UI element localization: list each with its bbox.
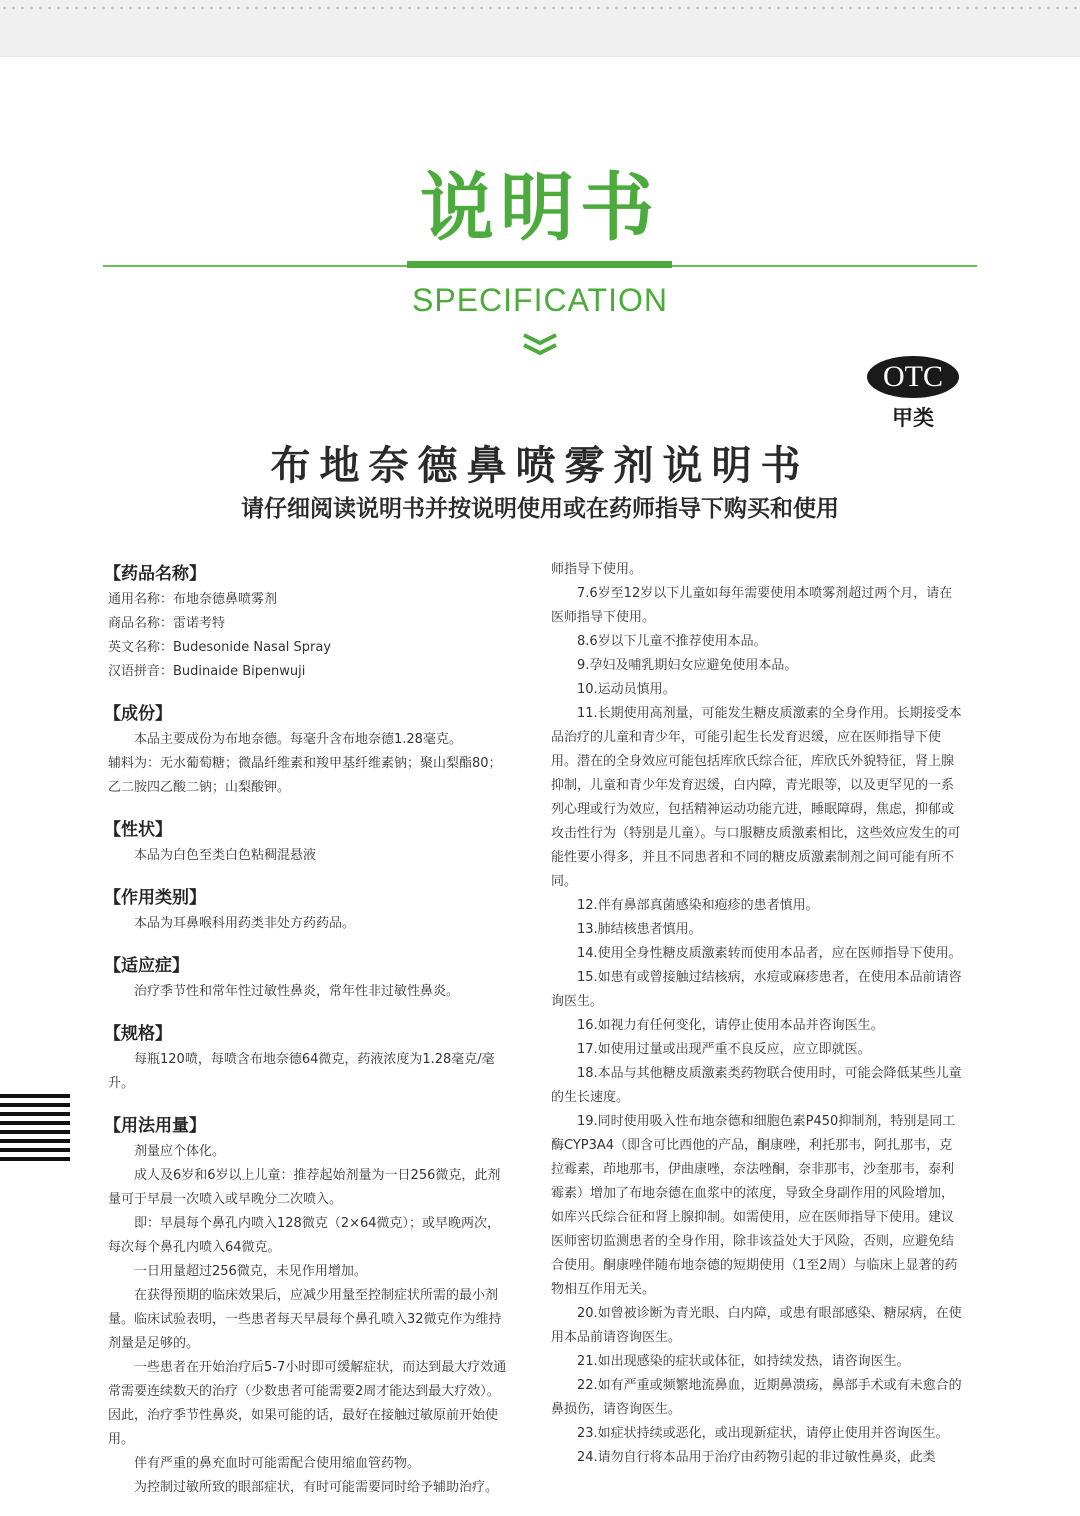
paragraph: 在获得预期的临床效果后，应减少用量至控制症状所需的最小剂量。临床试验表明，一些患者每天早晨每个鼻孔喷入32微克作为维持剂量是足够的。 <box>108 1288 502 1351</box>
section-title: 【作用类别】 <box>104 888 206 908</box>
paragraph: 成人及6岁和6岁以上儿童：推荐起始剂量为一日256微克，此剂量可于早晨一次喷入或早晚分二次喷入。 <box>108 1168 501 1207</box>
paragraph: 17.如使用过量或出现严重不良反应，应立即就医。 <box>577 1042 871 1057</box>
paragraph: 本品为耳鼻喉科用药类非处方药药品。 <box>134 916 356 931</box>
paragraph: 23.如症状持续或恶化，或出现新症状，请停止使用并咨询医生。 <box>577 1426 949 1441</box>
trade-name: 商品名称：雷诺考特 <box>108 616 226 631</box>
paragraph: 一些患者在开始治疗后5-7小时即可缓解症状，而达到最大疗效通常需要连续数天的治疗（少数患者可能需要2周才能达到最大疗效）。因此，治疗季节性鼻炎，如果可能的话，最好在接触过敏原前开始使用。 <box>108 1360 507 1447</box>
paragraph: 14.使用全身性糖皮质激素转而使用本品者，应在医师指导下使用。 <box>577 946 962 961</box>
paragraph: 伴有严重的鼻充血时可能需配合使用缩血管药物。 <box>134 1456 421 1471</box>
pinyin-name: 汉语拼音：Budinaide Bipenwuji <box>108 664 306 679</box>
perforation-dots <box>0 6 1080 10</box>
paragraph: 10.运动员慎用。 <box>577 682 676 697</box>
paragraph: 18.本品与其他糖皮质激素类药物联合使用时，可能会降低某些儿童的生长速度。 <box>551 1066 962 1105</box>
paragraph: 每瓶120喷，每喷含布地奈德64微克，药液浓度为1.28毫克/毫升。 <box>108 1052 495 1091</box>
section-title: 【用法用量】 <box>104 1116 206 1136</box>
paragraph: 20.如曾被诊断为青光眼、白内障，或患有眼部感染、糖尿病，在使用本品前请咨询医生。 <box>551 1306 962 1345</box>
section-category <box>104 884 508 936</box>
paragraph: 21.如出现感染的症状或体征，如持续发热，请咨询医生。 <box>577 1354 910 1369</box>
section-title: 【药品名称】 <box>104 564 206 584</box>
section-title: 【成份】 <box>104 704 172 724</box>
paragraph: 本品主要成份为布地奈德。每毫升含布地奈德1.28毫克。 <box>134 732 462 747</box>
paragraph: 本品为白色至类白色粘稠混悬液 <box>134 848 317 863</box>
paragraph: 24.请勿自行将本品用于治疗由药物引起的非过敏性鼻炎，此类 <box>577 1450 936 1465</box>
document-title: 布地奈德鼻喷雾剂说明书 <box>270 443 810 489</box>
paragraph: 8.6岁以下儿童不推荐使用本品。 <box>577 634 767 649</box>
document-subtitle: 请仔细阅读说明书并按说明使用或在药师指导下购买和使用 <box>241 496 839 522</box>
section-indications <box>104 952 508 1004</box>
paragraph: 剂量应个体化。 <box>134 1144 226 1159</box>
paragraph: 13.肺结核患者慎用。 <box>577 922 702 937</box>
barcode-mark <box>0 1094 70 1166</box>
paragraph: 16.如视力有任何变化，请停止使用本品并咨询医生。 <box>577 1018 884 1033</box>
generic-name: 通用名称：布地奈德鼻喷雾剂 <box>108 592 278 607</box>
paragraph: 11.长期使用高剂量，可能发生糖皮质激素的全身作用。长期接受本品治疗的儿童和青少年，可能引起生长发育迟缓，应在医师指导下使用。潜在的全身效应可能包括库欣氏综合征，库欣氏外貌特征，肾上腺抑制，儿童和青少年发育迟缓，白内障，青光眼等，以及更罕见的一系列心理或行为效应，包括精神运动功能亢进，睡眠障碍，焦虑，抑郁或攻击性行为（特别是儿童）。与口服糖皮质激素相比，这些效应发生的可能性要小得多，并且不同患者和不同的糖皮质激素制剂之间可能有所不同。 <box>551 706 962 889</box>
paragraph: 15.如患有或曾接触过结核病，水痘或麻疹患者，在使用本品前请咨询医生。 <box>551 970 962 1009</box>
english-name: 英文名称：Budesonide Nasal Spray <box>108 640 332 655</box>
otc-class-label: 甲类 <box>892 406 934 430</box>
paragraph: 为控制过敏所致的眼部症状，有时可能需要同时给予辅助治疗。 <box>134 1480 499 1495</box>
top-strip <box>0 0 1080 57</box>
paragraph: 9.孕妇及哺乳期妇女应避免使用本品。 <box>577 658 798 673</box>
section-appearance <box>104 816 508 868</box>
left-column <box>104 560 508 1516</box>
paragraph: 一日用量超过256微克，未见作用增加。 <box>134 1264 367 1279</box>
paragraph: 师指导下使用。 <box>551 562 643 577</box>
paragraph: 19.同时使用吸入性布地奈德和细胞色素P450抑制剂，特别是同工酶CYP3A4（即含可比西他的产品，酮康唑，利托那韦，阿扎那韦，克拉霉素，茚地那韦，伊曲康唑，奈法唑酮，奈非那韦，沙奎那韦，泰利霉素）增加了布地奈德在血浆中的浓度，导致全身副作用的风险增加，如库兴氏综合征和肾上腺抑制。如需使用，应在医师指导下使用。建议医师密切监测患者的全身作用，除非该益处大于风险，否则，应避免结合使用。酮康唑伴随布地奈德的短期使用（1至2周）与临床上显著的药物相互作用无关。 <box>551 1114 958 1297</box>
right-column <box>551 558 963 1470</box>
chevron-down-icon <box>521 332 559 358</box>
paragraph: 7.6岁至12岁以下儿童如每年需要使用本喷雾剂超过两个月，请在医师指导下使用。 <box>551 586 953 625</box>
paragraph: 辅料为：无水葡萄糖；微晶纤维素和羧甲基纤维素钠；聚山梨酯80；乙二胺四乙酸二钠；山梨酸钾。 <box>108 756 502 795</box>
paragraph: 12.伴有鼻部真菌感染和疱疹的患者慎用。 <box>577 898 819 913</box>
otc-badge: OTC <box>867 356 959 398</box>
section-title: 【性状】 <box>104 820 172 840</box>
section-specification <box>104 1020 508 1096</box>
section-title: 【适应症】 <box>104 956 189 976</box>
header-title: 说明书 <box>420 165 660 251</box>
header-subtitle: SPECIFICATION <box>412 282 668 318</box>
paragraph: 即：早晨每个鼻孔内喷入128微克（2×64微克）；或早晚两次，每次每个鼻孔内喷入64微克。 <box>108 1216 501 1255</box>
section-title: 【规格】 <box>104 1024 172 1044</box>
section-ingredients <box>104 700 508 800</box>
header-rule-accent <box>407 261 672 268</box>
paragraph: 22.如有严重或频繁地流鼻血，近期鼻溃疡，鼻部手术或有未愈合的鼻损伤，请咨询医生。 <box>551 1378 962 1417</box>
section-dosage <box>104 1112 508 1500</box>
section-drug-name <box>104 560 508 684</box>
paragraph: 治疗季节性和常年性过敏性鼻炎，常年性非过敏性鼻炎。 <box>134 984 460 999</box>
